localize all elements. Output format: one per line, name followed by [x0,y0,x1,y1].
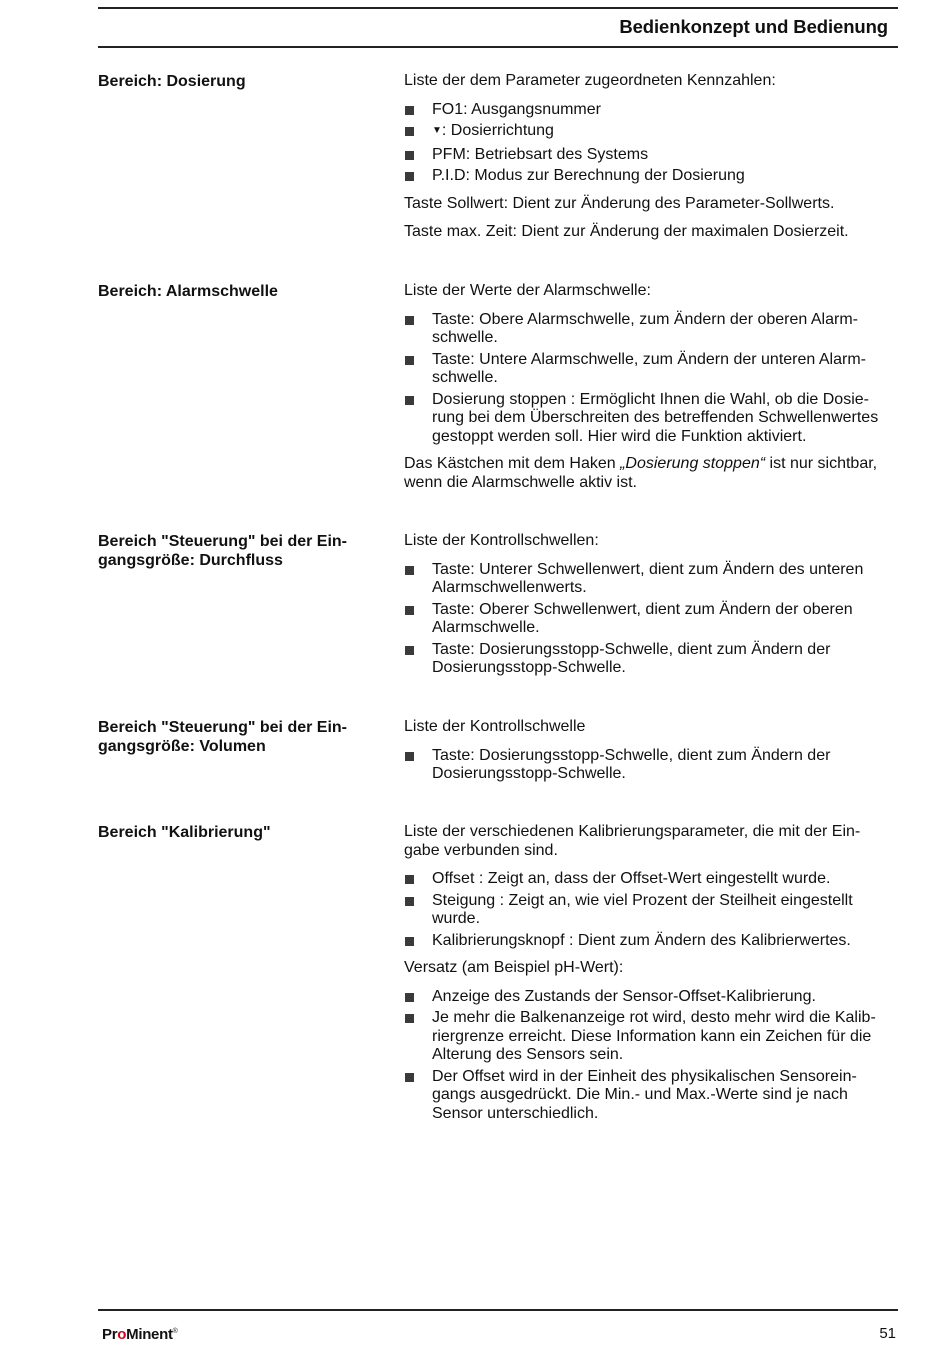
section-note: Das Kästchen mit dem Haken „Dosierung stoppen“ ist nur sichtbar, wenn die Alarmschwelle aktiv ist. [404,455,878,491]
square-bullet-icon [405,1014,414,1023]
list-item: Kalibrierungsknopf : Dient zum Ändern des Kalibrierwertes. [404,932,904,951]
header-rule-bottom [98,46,898,48]
section-body [404,72,904,252]
list-item: Taste: Unterer Schwellenwert, dient zum Ändern des unteren Alarmschwellenwerts. [404,561,904,598]
section-label: Bereich "Steuerung" bei der Ein- gangsgröße: Volumen [98,719,347,755]
bullet-list [404,870,904,950]
list-item: ▼: Dosierrichtung [404,122,904,143]
list-item: Offset : Zeigt an, dass der Offset-Wert eingestellt wurde. [404,870,904,889]
section-body [404,823,904,1132]
square-bullet-icon [405,897,414,906]
section-label: Bereich: Alarmschwelle [98,283,278,300]
list-item: Taste: Dosierungsstopp-Schwelle, dient zum Ändern der Dosierungsstopp-Schwelle. [404,641,904,678]
list-item: P.I.D: Modus zur Berechnung der Dosierung [404,167,904,186]
list-item: Anzeige des Zustands der Sensor-Offset-Kalibrierung. [404,988,904,1007]
section-label: Bereich "Kalibrierung" [98,824,271,841]
square-bullet-icon [405,356,414,365]
section-label: Bereich: Dosierung [98,73,246,90]
square-bullet-icon [405,396,414,405]
section-paragraph: Taste max. Zeit: Dient zur Änderung der maximalen Dosierzeit. [404,223,849,240]
list-item: Taste: Oberer Schwellenwert, dient zum Ändern der oberen Alarmschwelle. [404,601,904,638]
square-bullet-icon [405,316,414,325]
footer-rule [98,1309,898,1311]
square-bullet-icon [405,172,414,181]
square-bullet-icon [405,606,414,615]
section-body [404,282,904,502]
header-rule-top [98,7,898,9]
section-body [404,718,904,793]
bullet-list [404,988,904,1124]
list-item: Steigung : Zeigt an, wie viel Prozent der Steilheit eingestellt wurde. [404,892,904,929]
list-item: Der Offset wird in der Einheit des physikalischen Sensorein- gangs ausgedrückt. Die Min.- und Max.-Werte sind je nach Sensor unterschiedlich. [404,1068,904,1124]
bullet-list [404,311,904,447]
section-intro: Liste der Werte der Alarmschwelle: [404,282,651,299]
list-item: FO1: Ausgangsnummer [404,101,904,120]
square-bullet-icon [405,566,414,575]
square-bullet-icon [405,127,414,136]
square-bullet-icon [405,151,414,160]
section-intro: Liste der dem Parameter zugeordneten Kennzahlen: [404,72,776,89]
section-label: Bereich "Steuerung" bei der Ein- gangsgröße: Durchfluss [98,533,347,569]
list-item: Taste: Untere Alarmschwelle, zum Ändern der unteren Alarm- schwelle. [404,351,904,388]
list-item: Dosierung stoppen : Ermöglicht Ihnen die Wahl, ob die Dosie- rung bei dem Überschreiten des betreffenden Schwellenwertes gestoppt werden soll. Hier wird die Funktion aktiviert. [404,391,904,447]
section-paragraph: Taste Sollwert: Dient zur Änderung des Parameter-Sollwerts. [404,194,835,212]
bullet-list [404,101,904,186]
section-body [404,532,904,687]
list-item: Taste: Dosierungsstopp-Schwelle, dient zum Ändern der Dosierungsstopp-Schwelle. [404,747,904,784]
list-item: Je mehr die Balkenanzeige rot wird, desto mehr wird die Kalib- riergrenze erreicht. Diese Information kann ein Zeichen für die Alterung des Sensors sein. [404,1009,904,1065]
square-bullet-icon [405,993,414,1002]
square-bullet-icon [405,937,414,946]
list-item: PFM: Betriebsart des Systems [404,146,904,165]
down-triangle-icon: ▼ [432,125,442,136]
prominent-logo: ProMinent® [102,1326,178,1343]
square-bullet-icon [405,875,414,884]
section-paragraph: Versatz (am Beispiel pH-Wert): [404,959,624,976]
section-intro: Liste der Kontrollschwelle [404,718,586,735]
square-bullet-icon [405,646,414,655]
page-header-title: Bedienkonzept und Bedienung [619,16,888,37]
bullet-list [404,561,904,678]
page-number: 51 [879,1325,896,1342]
square-bullet-icon [405,1073,414,1082]
square-bullet-icon [405,106,414,115]
list-item: Taste: Obere Alarmschwelle, zum Ändern der oberen Alarm- schwelle. [404,311,904,348]
section-intro: Liste der Kontrollschwellen: [404,532,599,549]
square-bullet-icon [405,752,414,761]
section-intro: Liste der verschiedenen Kalibrierungsparameter, die mit der Ein- gabe verbunden sind. [404,823,861,859]
bullet-list [404,747,904,784]
